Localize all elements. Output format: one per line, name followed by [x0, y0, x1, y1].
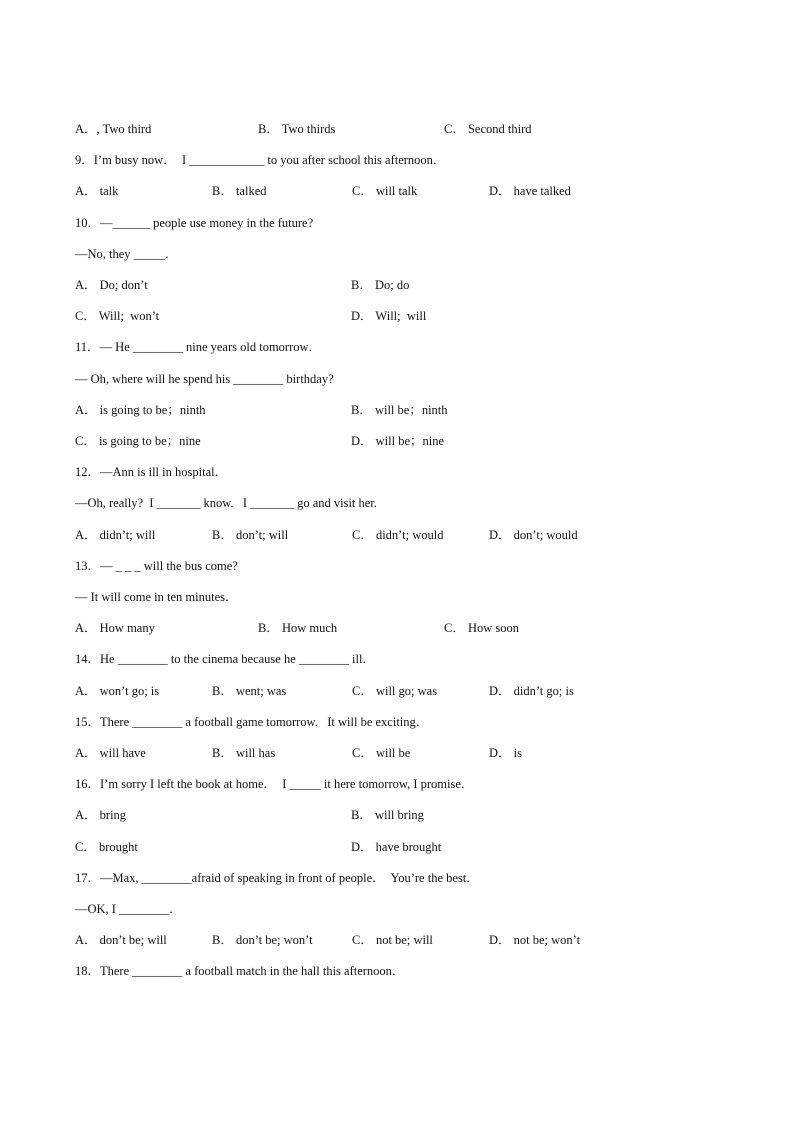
answer-option: D． have talked	[489, 184, 571, 199]
answer-option: D． will be；nine	[351, 434, 445, 448]
question-stem: 10．—______ people use money in the future?	[75, 215, 314, 230]
answer-option: D． is	[489, 746, 522, 760]
answer-option: C． didn’t; would	[352, 527, 444, 542]
answer-option: A． bring	[75, 808, 127, 823]
question-stem: —OK, I ________．	[75, 902, 182, 916]
question-stem: 9．I’m busy now． I ____________ to you after school this afternoon．	[75, 153, 446, 168]
question-stem: 16．I’m sorry I left the book at home． I _____ it here tomorrow, I promise．	[75, 777, 474, 792]
answer-option: D． don’t; would	[489, 527, 578, 542]
question-stem: 14．He ________ to the cinema because he ________ ill．	[75, 652, 375, 667]
answer-option: B． Do; do	[351, 278, 410, 292]
answer-option: A． How many	[75, 621, 155, 636]
answer-option: D． not be; won’t	[489, 933, 581, 948]
answer-option: C． not be; will	[352, 933, 433, 948]
answer-option: D． didn’t go; is	[489, 683, 574, 698]
question-stem: —Oh, really? I _______ know. I _______ go and visit her.	[75, 496, 377, 511]
answer-option: C． Second third	[444, 122, 532, 136]
answer-option: B． will be；ninth	[351, 402, 448, 417]
answer-option: A． will have	[75, 746, 146, 760]
answer-option: B． went; was	[212, 683, 287, 698]
answer-option: B． don’t be; won’t	[212, 933, 313, 948]
answer-option: A． talk	[75, 184, 119, 199]
answer-option: B． will has	[212, 746, 276, 760]
answer-option: B． Two thirds	[258, 122, 336, 136]
answer-option: C． How soon	[444, 621, 520, 636]
answer-option: D． have brought	[351, 839, 442, 854]
answer-option: A． Do; don’t	[75, 278, 148, 292]
question-stem: 15．There ________ a football game tomorrow. It will be exciting．	[75, 714, 429, 729]
answer-option: C． Will; won’t	[75, 309, 160, 324]
answer-option: C． is going to be；nine	[75, 434, 201, 448]
answer-option: B． talked	[212, 184, 267, 199]
answer-option: B． How much	[258, 621, 338, 636]
question-stem: —No, they _____．	[75, 246, 178, 261]
answer-option: A． didn’t; will	[75, 527, 156, 542]
answer-option: A． don’t be; will	[75, 933, 167, 948]
answer-option: C． brought	[75, 839, 138, 854]
question-stem: 17．—Max, ________afraid of speaking in front of people． You’re the best．	[75, 870, 479, 885]
answer-option: D． Will; will	[351, 309, 427, 324]
question-stem: 13．— _ _ _ will the bus come?	[75, 558, 238, 573]
answer-option: A． won’t go; is	[75, 683, 160, 698]
answer-option: C． will go; was	[352, 683, 438, 698]
answer-option: B． don’t; will	[212, 527, 289, 542]
answer-option: A．, Two third	[75, 122, 152, 136]
answer-option: C． will be	[352, 746, 411, 760]
question-stem: 12．—Ann is ill in hospital．	[75, 465, 228, 480]
answer-option: A． is going to be；ninth	[75, 402, 206, 417]
question-stem: — Oh, where will he spend his ________ birthday?	[75, 371, 334, 386]
question-stem: 11．— He ________ nine years old tomorrow．	[75, 340, 322, 355]
question-stem: — It will come in ten minutes．	[75, 590, 238, 604]
question-stem: 18．There ________ a football match in the hall this afternoon．	[75, 964, 405, 979]
answer-option: B． will bring	[351, 808, 424, 823]
answer-option: C． will talk	[352, 184, 418, 199]
